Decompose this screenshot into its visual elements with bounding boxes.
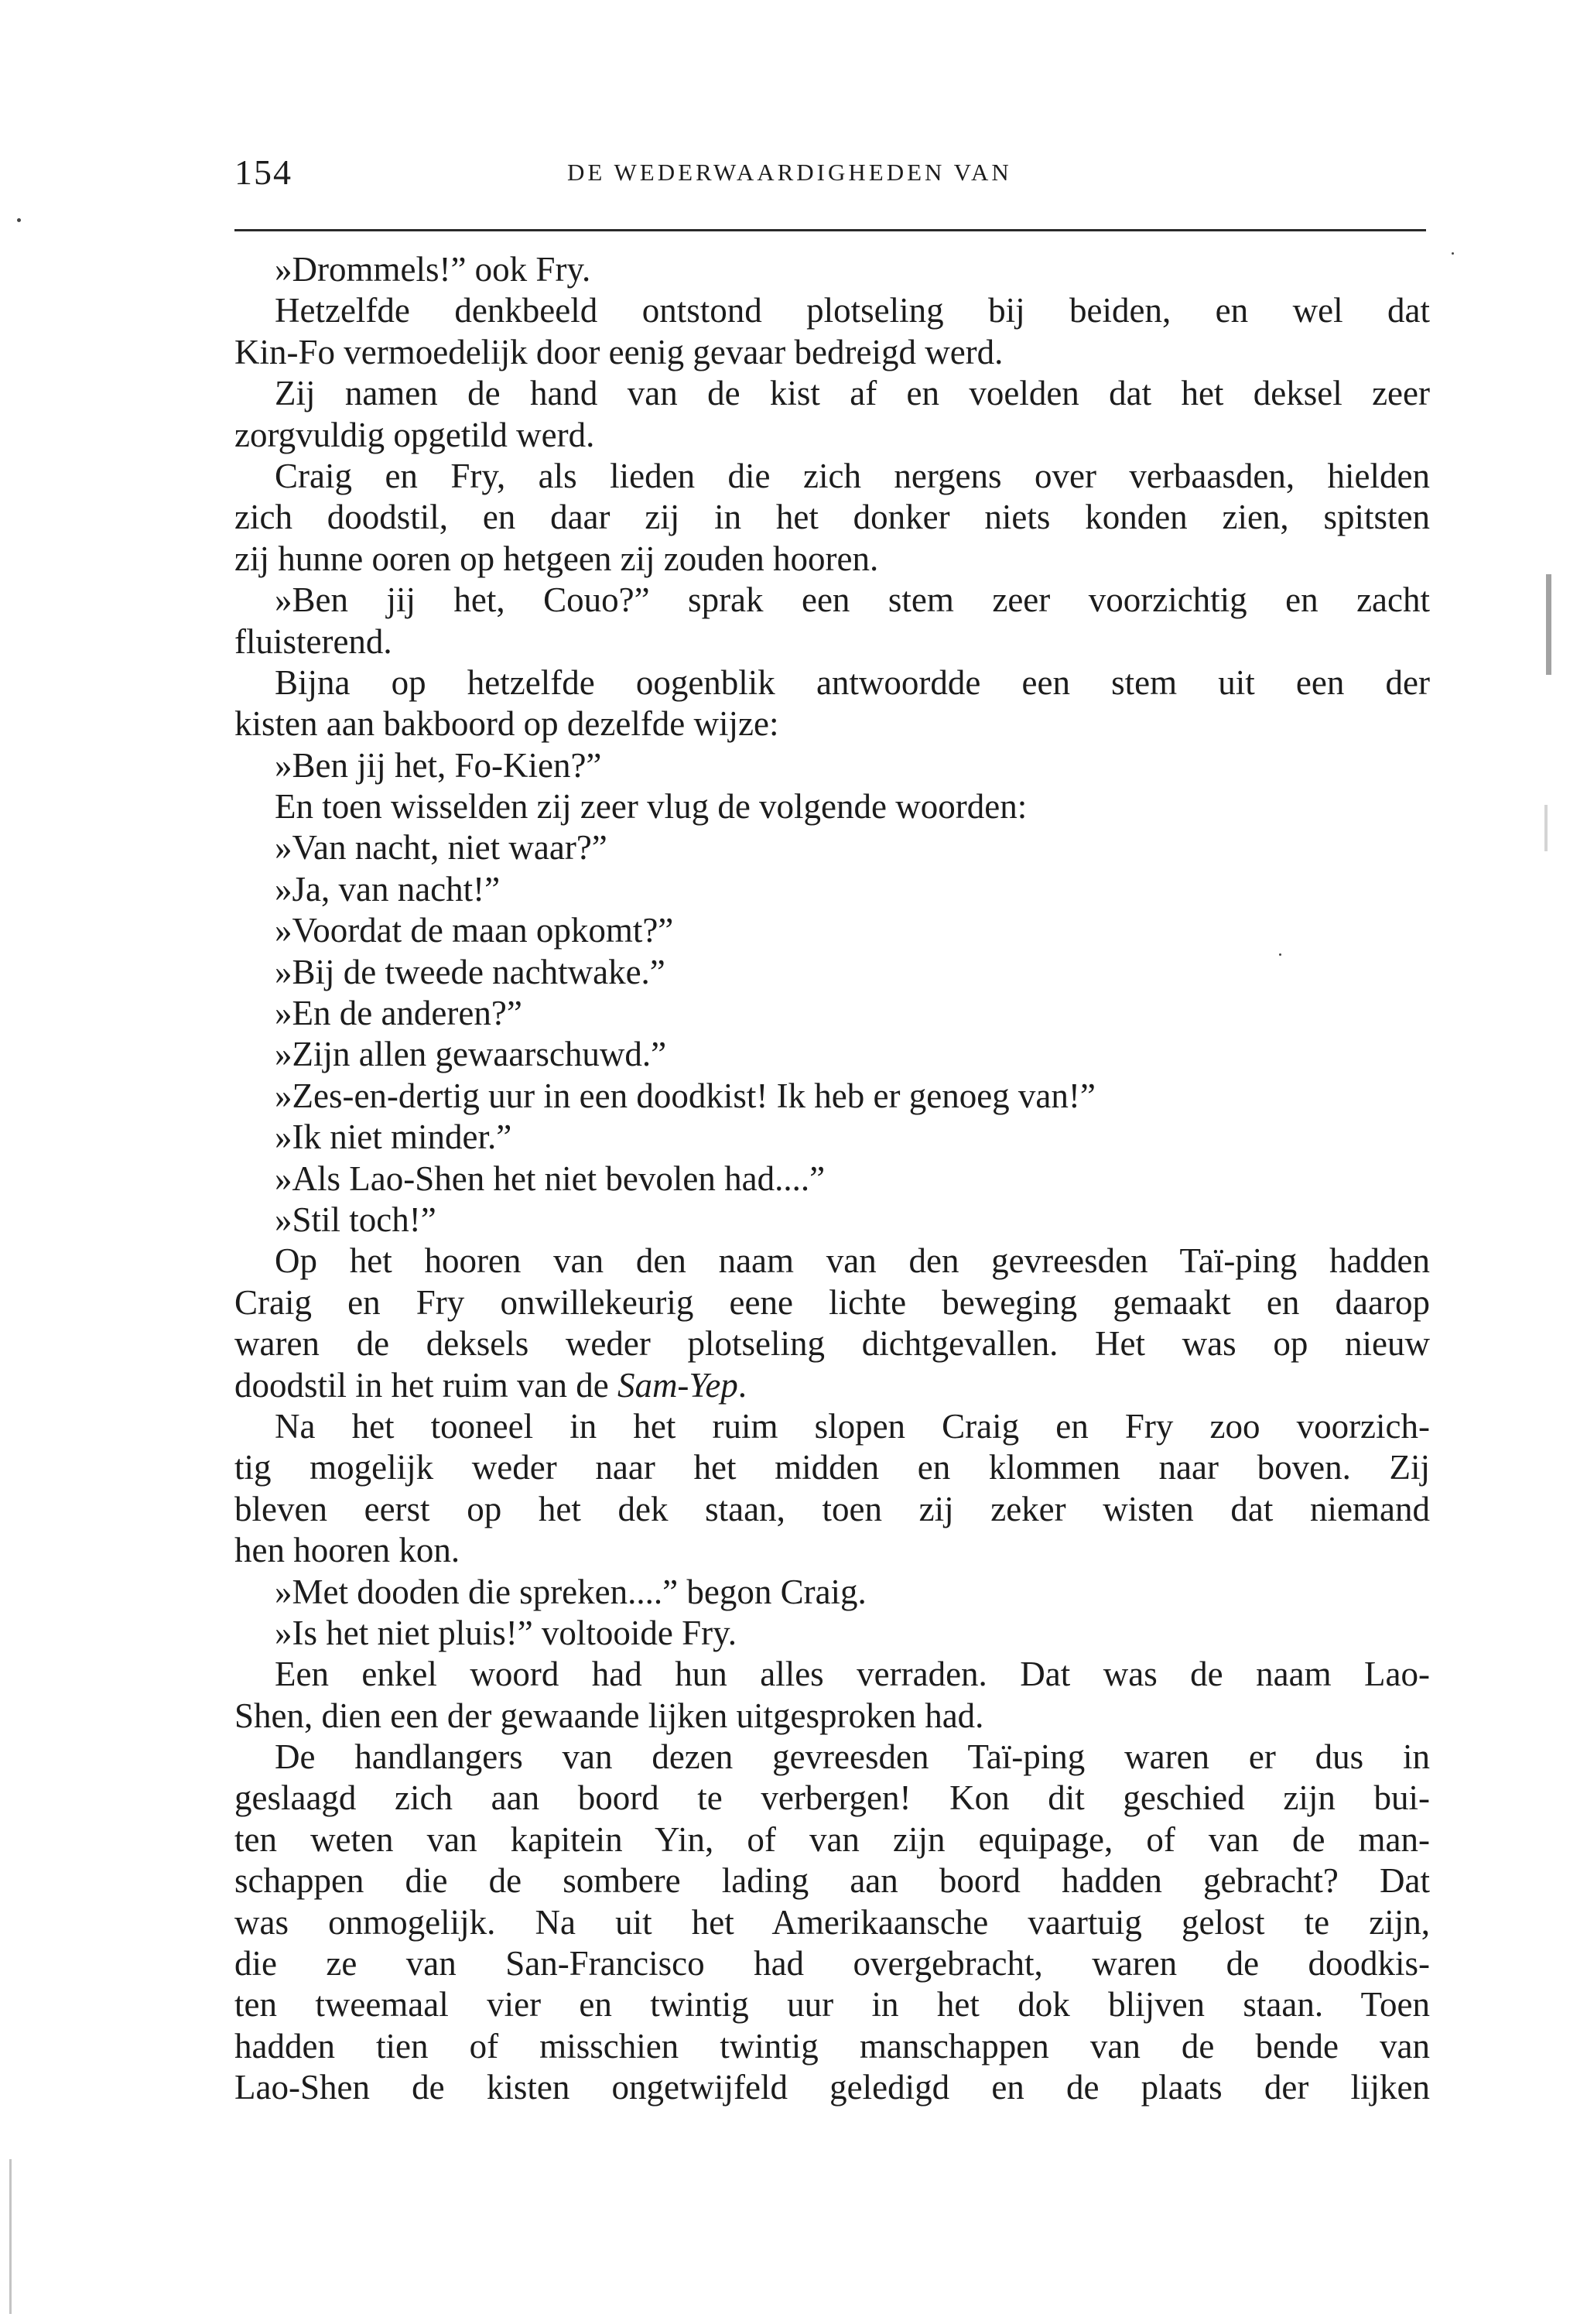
text-line-content: geslaagd zich aan boord te verbergen! Kon dit geschied zijn bui- <box>234 1778 1430 1818</box>
text-line <box>234 1530 1430 1571</box>
text-line <box>234 332 1430 373</box>
text-line-content: »Van nacht, niet waar?” <box>275 828 607 868</box>
text-line <box>234 1159 1430 1200</box>
text-line-content: tig mogelijk weder naar het midden en klommen naar boven. Zij <box>234 1448 1430 1487</box>
text-line-content: Een enkel woord had hun alles verraden. Dat was de naam Lao- <box>275 1655 1430 1694</box>
text-line-content: ten weten van kapitein Yin, of van zijn equipage, of van de man- <box>234 1819 1430 1859</box>
text-line-content: »Is het niet pluis!” voltooide Fry. <box>275 1613 737 1652</box>
text-line-content: zorgvuldig opgetild werd. <box>234 415 595 454</box>
text-line <box>234 497 1430 538</box>
text-line-content: Shen, dien een der gewaande lijken uitgesproken had. <box>234 1696 984 1735</box>
text-line-content: »Ik niet minder.” <box>275 1118 512 1157</box>
running-title: DE WEDERWAARDIGHEDEN VAN <box>567 159 1012 186</box>
text-line-content: »Ben jij het, Fo-Kien?” <box>275 745 602 785</box>
text-line <box>234 1406 1430 1447</box>
text-line-content: ten tweemaal vier en twintig uur in het dok blijven staan. Toen <box>234 1985 1430 2025</box>
text-line <box>234 249 1430 290</box>
text-line-content: »Voordat de maan opkomt?” <box>275 911 674 950</box>
scan-speck <box>17 218 21 222</box>
text-line <box>234 1117 1430 1158</box>
text-line <box>234 952 1430 993</box>
text-line <box>234 2067 1430 2108</box>
text-line-content: waren de deksels weder plotseling dichtgevallen. Het was op nieuw <box>234 1324 1430 1364</box>
text-line <box>234 1778 1430 1819</box>
text-line-content: »Als Lao-Shen het niet bevolen had....” <box>275 1159 826 1198</box>
text-line-content: »Ja, van nacht!” <box>275 869 501 909</box>
text-line-content: »Zijn allen gewaarschuwd.” <box>275 1035 667 1074</box>
text-line-content: De handlangers van dezen gevreesden Taï-ping waren er dus in <box>275 1737 1430 1777</box>
text-line <box>234 1860 1430 1901</box>
margin-mark <box>1546 574 1551 675</box>
text-line-content: Bijna op hetzelfde oogenblik antwoordde een stem uit een der <box>275 662 1430 702</box>
text-line <box>234 1902 1430 1943</box>
text-line-content: Lao-Shen de kisten ongetwijfeld geledigd en de plaats der lijken <box>234 2068 1430 2107</box>
body-text <box>234 249 1430 2109</box>
scan-speck <box>1452 252 1454 255</box>
text-line-content: bleven eerst op het dek staan, toen zij zeker wisten dat niemand <box>234 1489 1430 1528</box>
text-line-content: zich doodstil, en daar zij in het donker niets konden zien, spitsten <box>234 498 1430 537</box>
text-line-content: En toen wisselden zij zeer vlug de volgende woorden: <box>275 787 1028 827</box>
text-line-content: Hetzelfde denkbeeld ontstond plotseling bij beiden, en wel dat <box>275 291 1430 330</box>
text-line <box>234 1076 1430 1117</box>
text-line-content: Craig en Fry onwillekeurig eene lichte beweging gemaakt en daarop <box>234 1282 1430 1322</box>
text-line <box>234 290 1430 331</box>
text-line <box>234 1282 1430 1323</box>
text-line <box>234 1737 1430 1778</box>
text-line <box>234 869 1430 910</box>
text-line <box>234 1943 1430 1984</box>
text-line <box>234 539 1430 580</box>
text-line <box>234 786 1430 827</box>
text-line <box>234 2026 1430 2067</box>
text-line-content: was onmogelijk. Na uit het Amerikaansche vaartuig gelost te zijn, <box>234 1902 1430 1942</box>
text-line-content: »Zes-en-dertig uur in een doodkist! Ik heb er genoeg van!” <box>275 1076 1096 1115</box>
margin-mark <box>9 2159 12 2314</box>
italic-ship-name: Sam-Yep <box>617 1365 738 1405</box>
text-line-content: »Met dooden die spreken....” begon Craig. <box>275 1572 867 1611</box>
text-line <box>234 1819 1430 1860</box>
text-line <box>234 993 1430 1034</box>
text-line-content: hadden tien of misschien twintig manschappen van de bende van <box>234 2026 1430 2066</box>
text-line <box>234 1654 1430 1695</box>
text-line-content: Na het tooneel in het ruim slopen Craig en Fry zoo voorzich- <box>275 1406 1430 1446</box>
text-line <box>234 1365 1430 1406</box>
text-line <box>234 1984 1430 2025</box>
text-line <box>234 373 1430 414</box>
text-line-content: schappen die de sombere lading aan boord hadden gebracht? Dat <box>234 1861 1430 1901</box>
text-line <box>234 1489 1430 1530</box>
text-line-content: fluisterend. <box>234 621 392 661</box>
text-line-content: kisten aan bakboord op dezelfde wijze: <box>234 704 779 744</box>
text-line <box>234 1696 1430 1737</box>
text-line <box>234 662 1430 703</box>
text-line-content: Craig en Fry, als lieden die zich nergens over verbaasden, hielden <box>275 456 1430 495</box>
text-line-content: »En de anderen?” <box>275 994 522 1033</box>
text-line-content: »Drommels!” ook Fry. <box>275 250 591 289</box>
text-line <box>234 415 1430 456</box>
page-number: 154 <box>234 152 292 192</box>
text-line-content: doodstil in het ruim van de <box>234 1365 617 1405</box>
text-line <box>234 910 1430 951</box>
text-line-content: »Ben jij het, Couo?” sprak een stem zeer voorzichtig en zacht <box>275 580 1430 620</box>
text-line <box>234 745 1430 786</box>
text-line <box>234 456 1430 497</box>
text-line <box>234 1034 1430 1075</box>
text-line-content: die ze van San-Francisco had overgebracht, waren de doodkis- <box>234 1944 1430 1983</box>
text-line-content: hen hooren kon. <box>234 1531 460 1570</box>
text-line-content: zij hunne ooren op hetgeen zij zouden hooren. <box>234 539 879 578</box>
text-line-content: Zij namen de hand van de kist af en voelden dat het deksel zeer <box>275 374 1430 413</box>
text-line <box>234 1200 1430 1241</box>
page-header <box>234 149 1426 197</box>
text-line-content: »Stil toch!” <box>275 1200 436 1239</box>
text-line <box>234 1323 1430 1364</box>
text-line <box>234 621 1430 662</box>
text-line-content: Kin-Fo vermoedelijk door eenig gevaar bedreigd werd. <box>234 332 1004 371</box>
text-line-content: Op het hooren van den naam van den gevreesden Taï-ping hadden <box>275 1241 1430 1281</box>
scan-speck <box>1279 953 1281 956</box>
text-line <box>234 703 1430 744</box>
text-line <box>234 1241 1430 1282</box>
text-line-content: »Bij de tweede nachtwake.” <box>275 952 665 991</box>
margin-mark <box>1544 805 1548 851</box>
text-line <box>234 1572 1430 1613</box>
header-rule <box>234 229 1426 231</box>
text-line <box>234 827 1430 868</box>
text-line <box>234 1447 1430 1488</box>
text-line-tail: . <box>737 1365 747 1405</box>
text-line <box>234 580 1430 621</box>
text-line <box>234 1613 1430 1654</box>
